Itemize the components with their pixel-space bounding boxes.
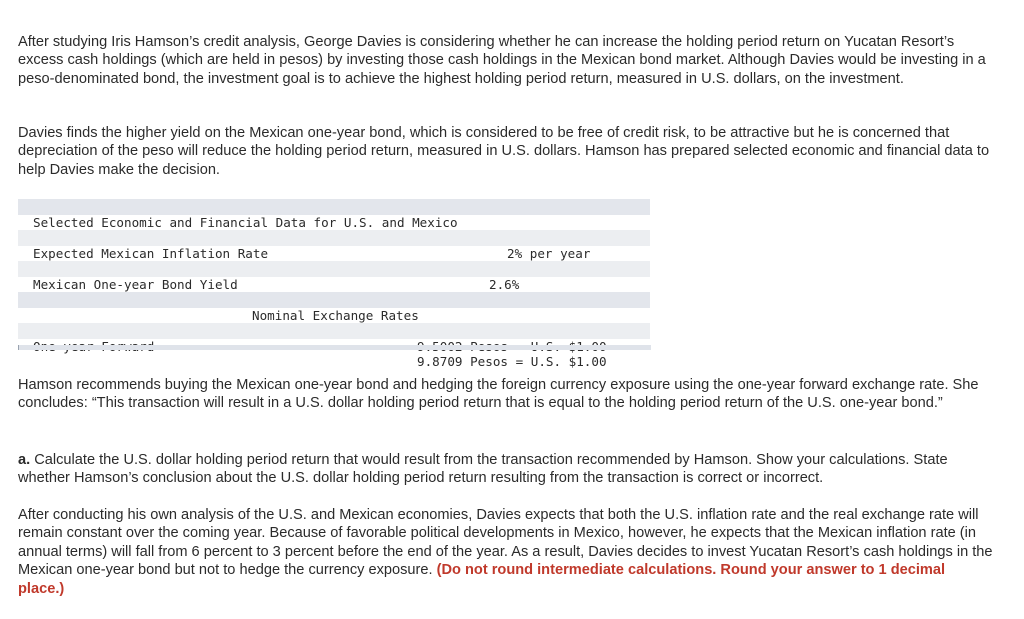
economic-data-table: [18, 199, 650, 292]
row-value: 2.6%: [489, 276, 520, 292]
question-a-label: a.: [18, 452, 31, 468]
table-title: Nominal Exchange Rates: [252, 307, 419, 323]
row-label: Mexican One-year Bond Yield: [33, 276, 238, 292]
question-a: [18, 451, 993, 488]
rounding-instruction: (Do not round intermediate calculations. Round your answer to 1 decimal place.): [18, 562, 946, 597]
followup-paragraph: [18, 506, 993, 598]
table-bottom-rule: [18, 345, 651, 350]
question-a-text: Calculate the U.S. dollar holding period return that would result from the transaction recommended by Hamson. Show your calculations. State whether Hamson’s conclusion about the U.S. dollar holding period return resulting from the transaction is correct or incorrect.: [18, 452, 948, 487]
table-title: Selected Economic and Financial Data for U.S. and Mexico: [33, 214, 458, 230]
table-title-row: [18, 199, 650, 230]
row-label: Expected Mexican Inflation Rate: [33, 245, 269, 261]
recommendation-paragraph: Hamson recommends buying the Mexican one-year bond and hedging the foreign currency exposure using the one-year forward exchange rate. She concludes: “This transaction will result in a U.S. dollar holding period return that is equal to the holding period return of the U.S. one-year bond.”: [18, 377, 979, 412]
intro-paragraph-1: After studying Iris Hamson’s credit analysis, George Davies is considering whether he can increase the holding period return on Yucatan Resort’s excess cash holdings (which are held in pesos) by investing those cash holdings in the Mexican bond market. Although Davies would be investing in a peso-denominated bond, the investment goal is to achieve the highest holding period return, measured in U.S. dollars, on the investment.: [18, 34, 986, 87]
table-row: [18, 323, 650, 369]
intro-paragraph-2: Davies finds the higher yield on the Mexican one-year bond, which is considered to be free of credit risk, to be attractive but he is concerned that depreciation of the peso will reduce the holding period return, measured in U.S. dollars. Hamson has prepared selected economic and financial data to help Davies make the decision.: [18, 125, 990, 178]
row-value: 2% per year: [507, 245, 591, 261]
exchange-rate-table: [18, 292, 650, 369]
table-title-row: [18, 292, 650, 323]
row-value: 9.8709 Pesos = U.S. $1.00: [417, 354, 607, 369]
table-row: [18, 308, 650, 324]
followup-text: After conducting his own analysis of the U.S. and Mexican economies, Davies expects that both the U.S. inflation rate and the real exchange rate will remain constant over the coming year. Because of favorable political developments in Mexico, however, he expects that the Mexican inflation rate (in annual terms) will fall from 6 percent to 3 percent before the end of the year. As a result, Davies decides to invest Yucatan Resort’s cash holdings in the Mexican one-year bond but not to hedge the currency exposure.: [18, 507, 993, 579]
